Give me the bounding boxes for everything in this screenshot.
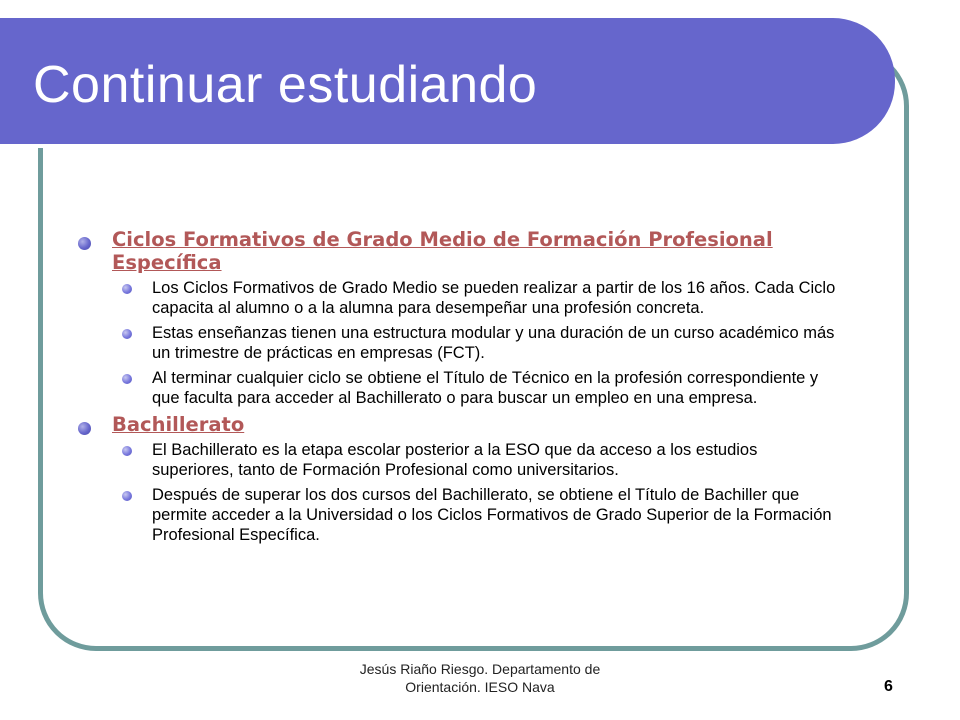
bullet-icon	[122, 491, 132, 501]
page-number: 6	[884, 678, 893, 695]
point-text: El Bachillerato es la etapa escolar posterior a la ESO que da acceso a los estudios superiores, tanto de Formación Profesional como universitarios.	[152, 441, 758, 479]
sub-list-item	[78, 440, 838, 480]
bullet-icon	[122, 284, 132, 294]
slide-title: Continuar estudiando	[33, 56, 538, 114]
point-text: Después de superar los dos cursos del Bachillerato, se obtiene el Título de Bachiller que permite acceder a la Universidad o los Ciclos Formativos de Grado Superior de la Formación Profesional Específica.	[152, 486, 832, 544]
link-ciclos-formativos[interactable]: Ciclos Formativos de Grado Medio de Formación Profesional Específica	[112, 228, 773, 274]
list-item-bachillerato	[78, 413, 838, 436]
sub-list-item	[78, 323, 838, 363]
title-bar	[0, 18, 895, 144]
list-item-ciclos	[78, 228, 838, 274]
point-text: Al terminar cualquier ciclo se obtiene el Título de Técnico en la profesión correspondiente y que faculta para acceder al Bachillerato o para buscar un empleo en una empresa.	[152, 369, 819, 407]
sub-list-item	[78, 278, 838, 318]
slide-content	[78, 228, 838, 550]
footer-line-2: Orientación. IESO Nava	[405, 679, 555, 695]
footer-line-1: Jesús Riaño Riesgo. Departamento de	[359, 661, 601, 677]
bullet-icon	[78, 422, 91, 435]
point-text: Estas enseñanzas tienen una estructura modular y una duración de un curso académico más un trimestre de prácticas en empresas (FCT).	[152, 324, 835, 362]
sub-list-item	[78, 368, 838, 408]
title-underline	[0, 144, 849, 148]
slide-footer	[330, 660, 630, 696]
point-text: Los Ciclos Formativos de Grado Medio se pueden realizar a partir de los 16 años. Cada Ciclo capacita al alumno o a la alumna para desempeñar una profesión concreta.	[152, 279, 836, 317]
link-bachillerato[interactable]: Bachillerato	[112, 413, 245, 436]
sub-list-item	[78, 485, 838, 545]
bullet-icon	[78, 237, 91, 250]
bullet-icon	[122, 446, 132, 456]
bullet-icon	[122, 374, 132, 384]
bullet-icon	[122, 329, 132, 339]
